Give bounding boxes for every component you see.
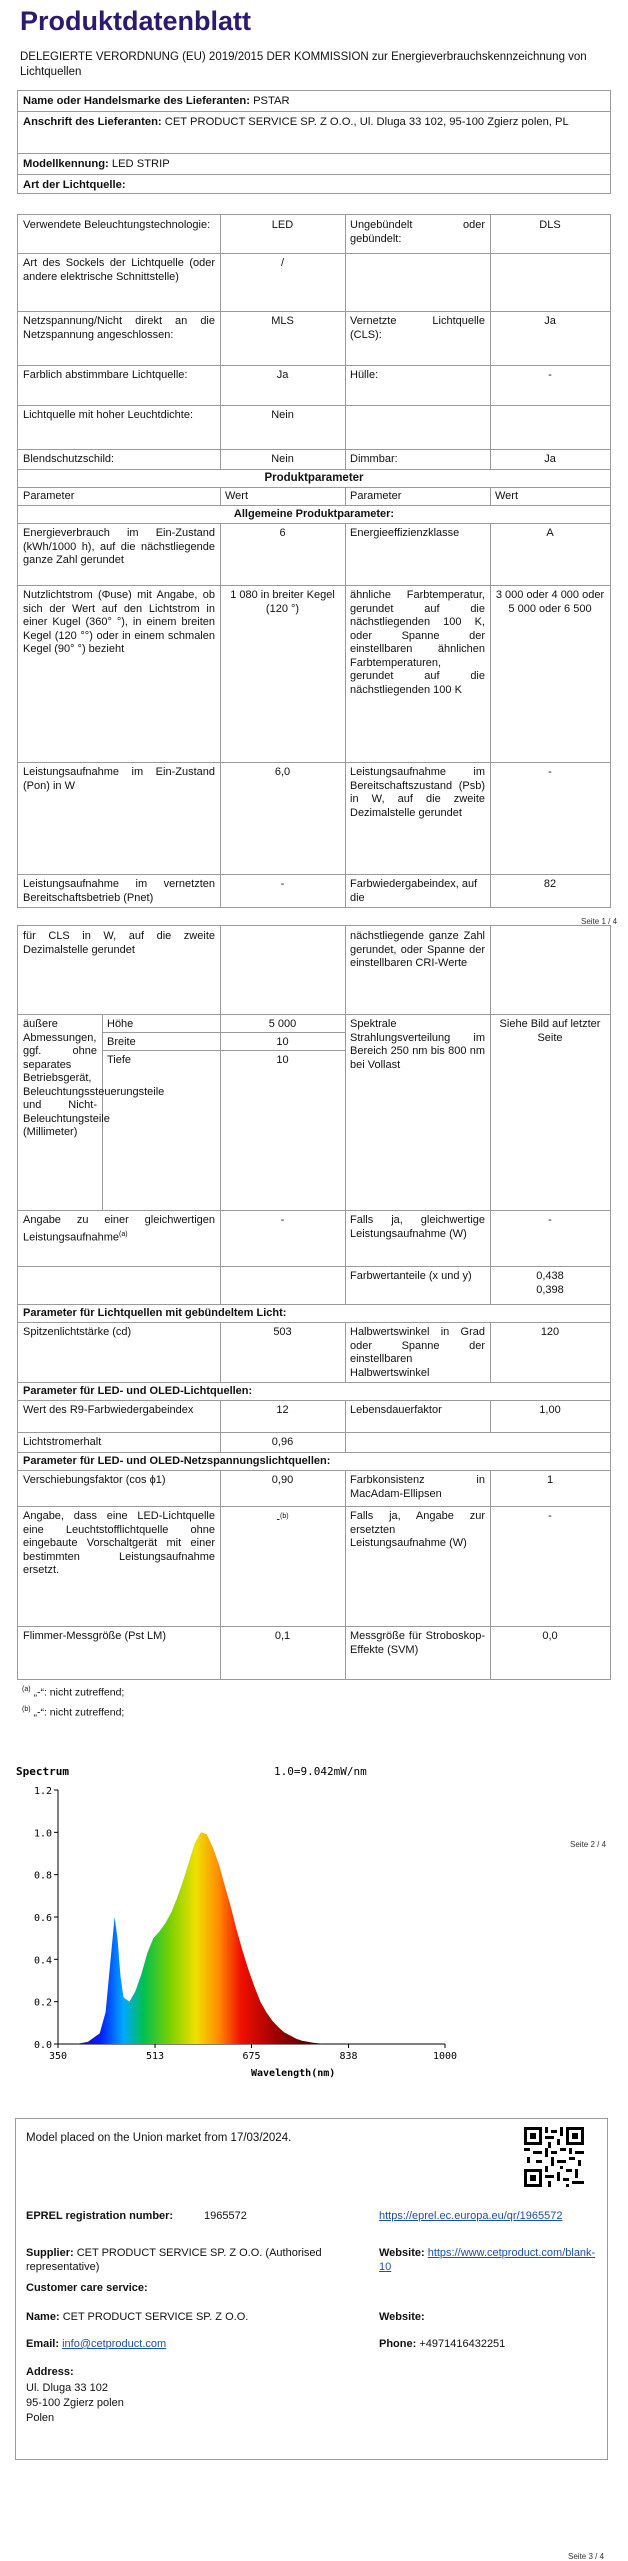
care-address-line3: Polen [26,2412,55,2424]
footnote-b-text: „-“: nicht zutreffend; [33,1706,125,1719]
cri-label-a: Farbwiedergabeindex, auf die [350,878,478,904]
params-table-p1 [17,470,611,908]
params-table-p2 [17,925,611,1680]
chart-title: Spectrum [16,1765,69,1778]
chroma-label: Farbwertanteile (x und y) [350,1270,472,1282]
y-tick-label-0: 0.0 [33,2040,52,2051]
supplier-line [26,2246,366,2274]
regulation-subtitle: DELEGIERTE VERORDNUNG (EU) 2019/2015 DER KOMMISSION zur Energieverbrauchskennzeichnung von Lichtquellen [20,51,587,78]
model-label: Modellkennung: [23,158,109,170]
care-name-label: Name: [26,2311,60,2323]
lm-label: Lichtstromerhalt [23,1436,102,1448]
h-value-1: Wert [225,490,249,502]
beam-value: 120 [540,1326,560,1338]
x-tick-label-3: 838 [339,2051,358,2062]
y-tick-label-2: 0.4 [33,1955,52,1967]
dims-label: äußere Abmessungen, ggf. ohne separates Betriebsgerät, Beleuchtungssteuerungsteile und Nicht-Beleuchtungsteile (Millimeter) [23,1018,165,1138]
chart-annotation: 1.0=9.042mW/nm [274,1765,367,1778]
replace-value [220,1508,345,1529]
life-value: 1,00 [539,1404,561,1416]
care-address-line1: Ul. Dluga 33 102 [26,2382,108,2394]
h-value-2: Wert [495,490,519,502]
flicker-value: 0,1 [274,1630,291,1642]
chart-area-group [75,1832,326,2045]
footer-website-label: Website: [379,2247,425,2259]
pnet-label-b: für CLS in W, auf die zweite Dezimalstelle gerundet [23,930,215,956]
params-title: Produktparameter [264,472,364,484]
pnet-value: - [280,878,285,890]
dimmable-label: Dimmbar: [350,453,398,465]
qr-code[interactable] [524,2127,584,2187]
dls-label: Ungebündelt oder gebündelt: [350,219,485,245]
supplier-info [17,90,611,194]
care-label: Customer care service: [26,2282,148,2294]
eprel-link[interactable]: https://eprel.ec.europa.eu/qr/1965572 [379,2210,563,2222]
r9-label: Wert des R9-Farbwiedergabeindex [23,1404,194,1416]
care-website-label: Website: [379,2311,425,2323]
page-number-2: Seite 2 / 4 [570,1840,607,1849]
hl-label: Lichtquelle mit hoher Leuchtdichte: [23,409,193,421]
cap-value: / [280,257,285,269]
page-title: Produktdatenblatt [20,6,252,36]
placed-on-market: Model placed on the Union market from 17/03/2024. [26,2132,292,2144]
care-email-label: Email: [26,2338,60,2350]
care-address-line2: 95-100 Zgierz polen [26,2397,124,2409]
y-tick-label-6: 1.2 [33,1786,52,1797]
footer-website-link[interactable]: https://www.cetproduct.com/blank-10 [379,2247,596,2273]
eprel-box [15,2118,608,2460]
replace-value-text: - [276,1513,281,1526]
tunable-value: Ja [276,369,289,381]
dim-t-label: Tiefe [107,1054,132,1066]
svm-value: 0,0 [542,1630,558,1642]
equiv-label-text: Angabe zu einer gleichwertigen Leistungsaufnahme [23,1214,215,1244]
equiv-value: - [280,1214,285,1226]
pnet-label-a: Leistungsaufnahme im vernetzten Bereitschaftsbetrieb (Pnet) [23,878,215,904]
y-tick-label-4: 0.8 [33,1870,52,1882]
dls-heading: Parameter für Lichtquellen mit gebündeltem Licht: [23,1307,287,1319]
dls-value: DLS [539,219,561,231]
footnote-b-mark: (b) [22,1706,31,1713]
care-phone-value: +4971416432251 [419,2338,506,2350]
mls-heading: Parameter für LED- und OLED-Netzspannungslichtquellen: [23,1455,331,1467]
cct-value: 3 000 oder 4 000 oder 5 000 oder 6 500 [495,589,605,615]
dimmable-value: Ja [544,453,556,465]
led-heading: Parameter für LED- und OLED-Lichtquellen: [23,1385,253,1397]
x-tick-label-2: 675 [242,2051,261,2062]
h-param-2: Parameter [350,490,402,502]
address-row [18,112,610,154]
cri-label-b: nächstliegende ganze Zahl gerundet, oder Spanne der einstellbaren CRI-Werte [350,930,485,969]
equivp-label: Falls ja, gleichwertige Leistungsaufnahme (W) [350,1214,485,1240]
replacep-label: Falls ja, Angabe zur ersetzten Leistungsaufnahme (W) [350,1510,485,1549]
spd-label: Spektrale Strahlungsverteilung im Bereich 250 nm bis 800 nm bei Vollast [350,1018,485,1071]
chroma-y: 0,398 [536,1284,564,1296]
cri-value: 82 [543,878,557,890]
envelope-value: - [548,369,552,381]
flux-value: 1 080 in breiter Kegel (120 °) [230,589,335,615]
chroma-x: 0,438 [536,1270,564,1282]
tech-label: Verwendete Beleuchtungstechnologie: [23,219,211,231]
equiv-footnote-mark: (a) [119,1230,128,1238]
psb-label: Leistungsaufnahme im Bereitschaftszustand (Psb) in W, auf die zweite Dezimalstelle gerundet [350,766,485,819]
footnote-a-mark: (a) [22,1686,31,1693]
footnote-a-text: „-“: nicht zutreffend; [33,1686,125,1699]
care-address-label: Address: [26,2366,74,2378]
lm-value: 0,96 [271,1436,294,1448]
spd-value: Siehe Bild auf letzter Seite [499,1018,601,1044]
care-name-line [26,2310,248,2324]
chart-xlabel: Wavelength(nm) [251,2068,336,2079]
flux-label: Nutzlichtstrom (Φuse) mit Angabe, ob sich der Wert auf den Lichtstrom in einer Kugel (360° °), in einem breiten Kegel (120 °°) oder in einem schmalen Kegel (90° °) bezieht [23,589,215,655]
type-heading [18,175,610,195]
x-tick-label-1: 513 [146,2051,165,2062]
macadam-value: 1 [546,1474,554,1486]
type-table [17,214,611,470]
peak-value: 503 [273,1326,292,1338]
footer-supplier-value: CET PRODUCT SERVICE SP. Z O.O. (Authorised representative) [26,2247,322,2273]
r9-value: 12 [276,1404,289,1416]
eeclass-value: A [546,527,554,539]
spectrum-area [76,1832,326,2044]
footer-supplier-label: Supplier: [26,2247,74,2259]
footnote-a [22,1686,124,1699]
y-tick-label-5: 1.0 [33,1828,52,1840]
flicker-label: Flimmer-Messgröße (Pst LM) [23,1630,167,1642]
cls-value: Ja [544,315,556,327]
replace-footnote-mark: (b) [280,1513,289,1520]
eprel-value: 1965572 [204,2210,247,2222]
replacep-value: - [548,1510,552,1522]
dim-h-value: 5 000 [268,1018,297,1030]
replace-label: Angabe, dass eine LED-Lichtquelle eine Leuchtstofflichtquelle ohne eingebaute Vorschaltgerät mit einer bestimmten Leistungsaufnahme ersetzt. [23,1510,215,1576]
energy-label: Energieverbrauch im Ein-Zustand (kWh/1000 h), auf die nächstliegende ganze Zahl gerundet [23,527,215,566]
footnote-b [22,1706,124,1719]
pon-label: Leistungsaufnahme im Ein-Zustand (Pon) in W [23,766,215,792]
general-heading: Allgemeine Produktparameter: [233,508,395,520]
beam-label: Halbwertswinkel in Grad oder Spanne der einstellbaren Halbwertswinkel [350,1326,485,1379]
page-number-3: Seite 3 / 4 [568,2552,605,2561]
address-value: CET PRODUCT SERVICE SP. Z O.O., Ul. Dluga 33 102, 95-100 Zgierz polen, PL [164,116,569,128]
trademark-label: Name oder Handelsmarke des Lieferanten: [23,95,250,107]
dim-t-value: 10 [276,1054,289,1066]
type-label: Art der Lichtquelle: [23,179,126,191]
care-email-link[interactable]: info@cetproduct.com [62,2338,167,2350]
eeclass-label: Energieeffizienzklasse [350,527,460,539]
pon-value: 6,0 [274,766,291,778]
cls-label: Vernetzte Lichtquelle (CLS): [350,315,485,341]
glare-value: Nein [271,453,294,465]
care-phone-line [379,2337,505,2351]
equivp-value: - [548,1214,552,1226]
life-label: Lebensdauerfaktor [350,1404,442,1416]
spectrum-chart [0,1760,628,2080]
dim-b-value: 10 [276,1036,289,1048]
model-row [18,154,610,175]
svm-label: Messgröße für Stroboskop-Effekte (SVM) [350,1630,485,1656]
macadam-label: Farbkonsistenz in MacAdam-Ellipsen [350,1474,485,1500]
page-number-1: Seite 1 / 4 [581,917,618,926]
address-label: Anschrift des Lieferanten: [23,116,162,128]
pf-value: 0,90 [271,1474,294,1486]
x-tick-label-0: 350 [48,2051,68,2062]
mains-label: Netzspannung/Nicht direkt an die Netzspannung angeschlossen: [23,315,215,341]
dim-b-label: Breite [107,1036,136,1048]
cct-label: ähnliche Farbtemperatur, gerundet auf die nächstliegenden 100 K, oder Spanne der einstellbaren ähnlichen Farbtemperaturen, gerundet auf die nächstliegenden 100 K [350,589,485,696]
x-tick-label-4: 1000 [432,2051,458,2062]
cap-label: Art des Sockels der Lichtquelle (oder andere elektrische Schnittstelle) [23,257,215,283]
pf-label: Verschiebungsfaktor (cos ϕ1) [23,1474,166,1486]
tunable-label: Farblich abstimmbare Lichtquelle: [23,369,188,381]
mains-value: MLS [271,315,294,327]
psb-value: - [548,766,552,778]
tech-value: LED [271,219,294,231]
care-name-value: CET PRODUCT SERVICE SP. Z O.O. [62,2311,249,2323]
care-phone-label: Phone: [379,2338,417,2350]
glare-label: Blendschutzschild: [23,453,115,465]
h-param-1: Parameter [23,490,75,502]
care-email-line [26,2337,166,2351]
model-value: LED STRIP [111,158,170,170]
eprel-label: EPREL registration number: [26,2210,174,2222]
trademark-value: PSTAR [253,95,290,107]
equiv-label [18,1212,220,1247]
envelope-label: Hülle: [350,369,379,381]
dim-h-label: Höhe [107,1018,134,1030]
energy-value: 6 [279,527,286,539]
y-tick-label-3: 0.6 [33,1913,52,1924]
peak-label: Spitzenlichtstärke (cd) [23,1326,132,1338]
y-tick-label-1: 0.2 [33,1997,52,2009]
hl-value: Nein [271,409,294,421]
website-line [379,2246,601,2274]
trademark-row [18,91,610,112]
